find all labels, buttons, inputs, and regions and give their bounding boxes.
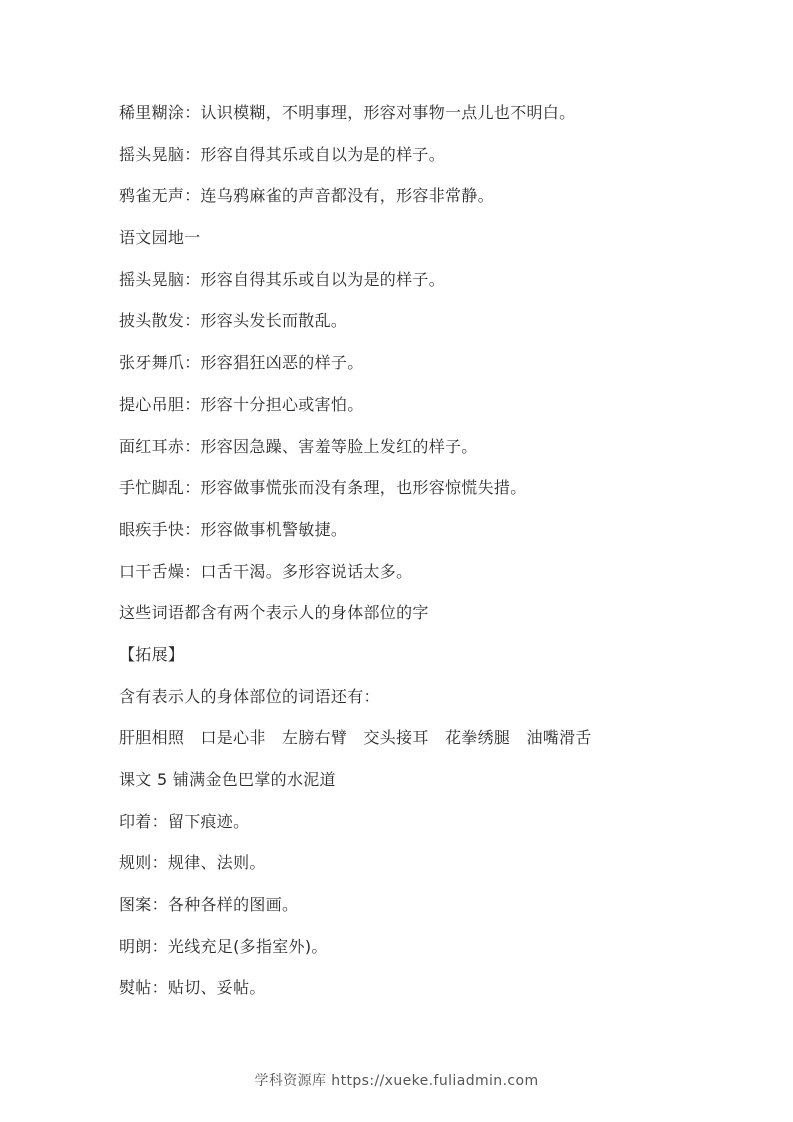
- document-body: [119, 102, 739, 1019]
- text-line: 眼疾手快：形容做事机警敏捷。: [119, 519, 348, 539]
- text-line: 摇头晃脑：形容自得其乐或自以为是的样子。: [119, 144, 446, 164]
- text-line: 张牙舞爪：形容猖狂凶恶的样子。: [119, 353, 364, 373]
- text-line: 规则：规律、法则。: [119, 853, 266, 873]
- text-line: 提心吊胆：形容十分担心或害怕。: [119, 394, 364, 414]
- text-line: 披头散发：形容头发长而散乱。: [119, 311, 348, 331]
- section-heading: 【拓展】: [119, 644, 185, 664]
- text-line: 图案：各种各样的图画。: [119, 895, 299, 915]
- text-line: 面红耳赤：形容因急躁、害羞等脸上发红的样子。: [119, 436, 478, 456]
- text-line: 摇头晃脑：形容自得其乐或自以为是的样子。: [119, 269, 446, 289]
- text-line: 这些词语都含有两个表示人的身体部位的字: [119, 603, 429, 623]
- section-heading: 语文园地一: [119, 228, 201, 248]
- word-list: 肝胆相照 口是心非 左膀右臂 交头接耳 花拳绣腿 油嘴滑舌: [119, 728, 592, 748]
- text-line: 明朗：光线充足(多指室外)。: [119, 936, 328, 956]
- text-line: 熨帖：贴切、妥帖。: [119, 978, 266, 998]
- text-line: 含有表示人的身体部位的词语还有：: [119, 686, 380, 706]
- text-line: 印着：留下痕迹。: [119, 811, 250, 831]
- section-heading: 课文 5 铺满金色巴掌的水泥道: [119, 770, 336, 789]
- page-footer: 学科资源库 https://xueke.fuliadmin.com: [254, 1073, 539, 1089]
- text-line: 手忙脚乱：形容做事慌张而没有条理，也形容惊慌失措。: [119, 478, 527, 498]
- text-line: 稀里糊涂：认识模糊，不明事理，形容对事物一点儿也不明白。: [119, 103, 576, 122]
- text-line: 口干舌燥：口舌干渴。多形容说话太多。: [119, 561, 413, 581]
- text-line: 鸦雀无声：连乌鸦麻雀的声音都没有，形容非常静。: [119, 186, 494, 206]
